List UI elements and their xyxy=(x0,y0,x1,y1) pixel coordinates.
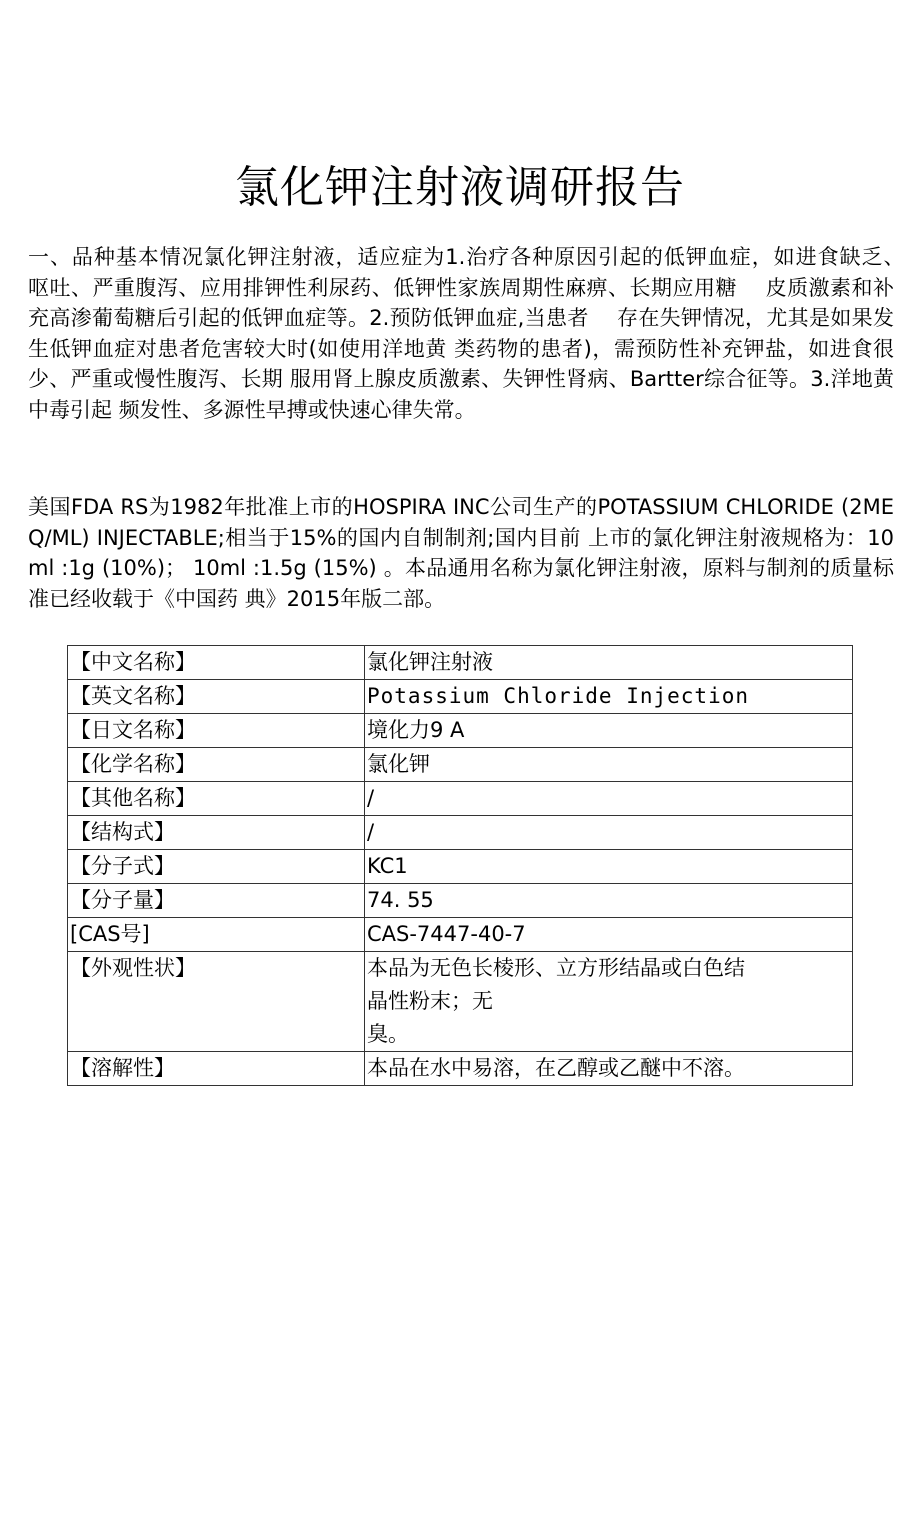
table-row xyxy=(68,952,853,1052)
document-title: 氯化钾注射液调研报告 xyxy=(235,162,685,213)
row-value: / xyxy=(365,782,853,816)
table-row xyxy=(68,850,853,884)
row-key: [CAS号] xyxy=(68,918,365,952)
row-key: 【中文名称】 xyxy=(68,646,365,680)
value-line: 本品为无色长棱形、立方形结晶或白色结 xyxy=(367,956,745,980)
table-row xyxy=(68,1052,853,1086)
value-line: 晶性粉末；无 xyxy=(367,989,493,1013)
row-key: 【分子量】 xyxy=(68,884,365,918)
row-key: 【结构式】 xyxy=(68,816,365,850)
row-key: 【分子式】 xyxy=(68,850,365,884)
row-value: 74. 55 xyxy=(365,884,853,918)
table-row xyxy=(68,646,853,680)
regulatory-paragraph: 美国FDA RS为1982年批准上市的HOSPIRA INC公司生产的POTASSIUM CHLORIDE (2MEQ/ML) INJECTABLE;相当于15%的国内自制制剂;国内目前 上市的氯化钾注射液规格为：10ml :1g (10%)； 10ml :1.5g (15%) 。本品通用名称为氯化钾注射液，原料与制剂的质量标准已经收载于《中国药 典》2015年版二部。 xyxy=(28,495,894,611)
row-key: 【日文名称】 xyxy=(68,714,365,748)
row-value: CAS-7447-40-7 xyxy=(365,918,853,952)
table-row xyxy=(68,680,853,714)
row-value: 本品在水中易溶，在乙醇或乙醚中不溶。 xyxy=(365,1052,853,1086)
row-key: 【其他名称】 xyxy=(68,782,365,816)
table-row xyxy=(68,782,853,816)
row-value: 氯化钾 xyxy=(365,748,853,782)
row-key: 【英文名称】 xyxy=(68,680,365,714)
table-row xyxy=(68,714,853,748)
indications-paragraph: 一、品种基本情况氯化钾注射液，适应症为1.治疗各种原因引起的低钾血症，如进食缺乏、 呕吐、严重腹泻、应用排钾性利尿药、低钾性家族周期性麻痹、长期应用糖 皮质激素和补充高渗葡萄糖后引起的低钾血症等。2.预防低钾血症,当患者 存在失钾情况，尤其是如果发生低钾血症对患者危害较大时(如使用洋地黄 类药物的患者)，需预防性补充钾盐，如进食很少、严重或慢性腹泻、长期 服用肾上腺皮质激素、失钾性肾病、Bartter综合征等。3.洋地黄中毒引起 频发性、多源性早搏或快速心律失常。 xyxy=(28,245,915,422)
table-row xyxy=(68,748,853,782)
value-line: 臭。 xyxy=(367,1022,409,1046)
row-value xyxy=(365,952,853,1052)
row-key: 【外观性状】 xyxy=(68,952,365,1052)
table-row xyxy=(68,918,853,952)
row-key: 【溶解性】 xyxy=(68,1052,365,1086)
drug-info-table xyxy=(67,645,853,1086)
table-row xyxy=(68,884,853,918)
table-row xyxy=(68,816,853,850)
row-value: 境化力9 A xyxy=(365,714,853,748)
row-key: 【化学名称】 xyxy=(68,748,365,782)
row-value: 氯化钾注射液 xyxy=(365,646,853,680)
row-value: KC1 xyxy=(365,850,853,884)
row-value: / xyxy=(365,816,853,850)
row-value: Potassium Chloride Injection xyxy=(365,680,853,714)
